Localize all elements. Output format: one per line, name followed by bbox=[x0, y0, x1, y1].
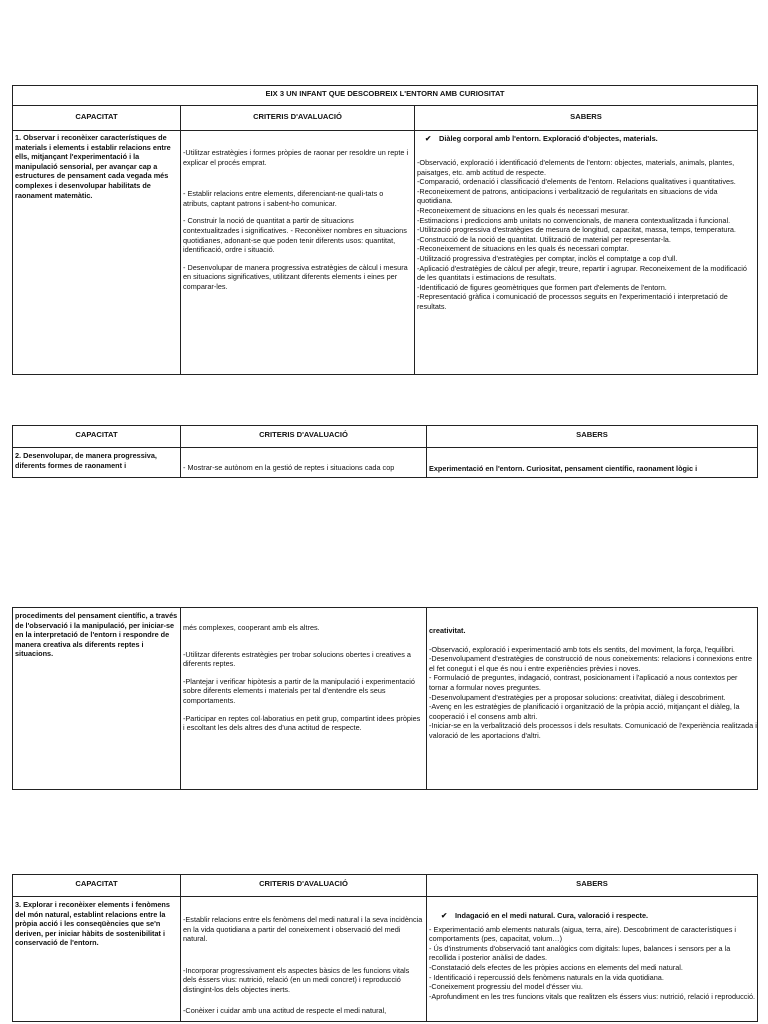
table-4 bbox=[12, 874, 758, 1022]
criteri-item: - Construir la noció de quantitat a partir de situacions contextualitzades i significatives. - Reconèixer nombres en situacions quotidianes, adonant-se que poden tenir diferents usos: quantitat, identificació, ordre i situació. bbox=[183, 216, 407, 255]
saber-item: -Observació, exploració i experimentació amb tots els sentits, del moviment, la força, l'equilibri. bbox=[429, 644, 735, 654]
sabers-list bbox=[429, 911, 757, 1001]
saber-item: -Desenvolupament d'estratègies per a proposar solucions: creativitat, diàleg i descobriment. bbox=[429, 692, 726, 702]
criteri-item: més complexes, cooperant amb els altres. bbox=[183, 623, 320, 632]
criteri-item: -Utilitzar estratègies i formes pròpies de raonar per resoldre un repte i explicar el procés emprat. bbox=[183, 148, 409, 167]
header-capacitat: CAPACITAT bbox=[75, 112, 118, 121]
saber-item: -Reconeixement de situacions en les quals és necessari mesurar. bbox=[417, 205, 630, 215]
saber-item: - Formulació de preguntes, indagació, contrast, posicionament i l'aplicació a nous contextos per tornar a formular noves preguntes. bbox=[429, 673, 738, 692]
criteri-item: - Establir relacions entre elements, diferenciant-ne quali-tats o atributs, captant patrons i sabent-ho comunicar. bbox=[183, 189, 384, 208]
sabers-list bbox=[429, 626, 757, 741]
capacitat-text: 3. Explorar i reconèixer elements i fenòmens del món natural, establint relacions entre la pròpia acció i les conseqüències que se'n deriven, per iniciar hàbits de sostenibilitat i conservació de l'entorn. bbox=[15, 900, 170, 948]
saber-item: -Utilització progressiva d'estratègies de mesura de longitud, capacitat, massa, temps, temperatura. bbox=[417, 225, 736, 235]
saber-item: - Identificació i repercussió dels fenòmens naturals en la vida quotidiana. bbox=[429, 972, 664, 982]
table-1 bbox=[12, 85, 758, 375]
criteri-item: -Conèixer i cuidar amb una actitud de respecte el medi natural, bbox=[183, 1005, 387, 1015]
saber-item: -Aprofundiment en les tres funcions vitals que realitzen els éssers vius: nutrició, relació i reproducció. bbox=[429, 991, 756, 1001]
header-capacitat: CAPACITAT bbox=[75, 879, 118, 888]
saber-item: -Estimacions i prediccions amb unitats no convencionals, de manera contextualitzada i funcional. bbox=[417, 215, 731, 225]
sabers-list bbox=[417, 134, 755, 312]
capacitat-text: procediments del pensament científic, a través de l'observació i la manipulació, per iniciar-se en la interpretació de l'entorn i respondre de manera creativa als diferents reptes i situacions. bbox=[15, 611, 178, 659]
saber-item: -Reconeixement de situacions en les quals és necessari comptar. bbox=[417, 244, 629, 254]
saber-item: -Avenç en les estratègies de planificació i organització de la pròpia acció, mitjançant el diàleg, la cooperació i el consens amb altri. bbox=[429, 702, 740, 721]
saber-item: - Experimentació amb elements naturals (aigua, terra, aire). Descobriment de característiques i comportaments (pes, capacitat, volum…) bbox=[429, 924, 737, 944]
criteris-list bbox=[183, 148, 411, 301]
saber-item: -Representació gràfica i comunicació de processos seguits en l'experimentació i interpretació de resultats. bbox=[417, 292, 728, 311]
criteri-item: -Utilitzar diferents estratègies per trobar solucions obertes i creatives a diferents reptes. bbox=[183, 649, 411, 669]
table-title: EIX 3 UN INFANT QUE DESCOBREIX L'ENTORN AMB CURIOSITAT bbox=[265, 89, 505, 98]
saber-item: -Utilització progressiva d'estratègies per comptar, inclòs el comptatge a cop d'ull. bbox=[417, 253, 678, 263]
checkmark-icon: ✔ bbox=[425, 134, 432, 143]
saber-item: -Coneixement progressiu del model d'ésser viu. bbox=[429, 982, 583, 992]
saber-item: -Desenvolupament d'estratègies de construcció de nous coneixements: relacions i connexions entre el fet conegut i el que és nou i entre experiències prèvies i noves. bbox=[429, 654, 753, 673]
sabers-title: creativitat. bbox=[429, 626, 466, 635]
saber-item: -Identificació de figures geomètriques que formen part d'elements de l'entorn. bbox=[417, 282, 667, 292]
table-3 bbox=[12, 607, 758, 790]
sabers-title: ✔ Diàleg corporal amb l'entorn. Exploració d'objectes, materials. bbox=[425, 134, 658, 143]
header-criteris: CRITERIS D'AVALUACIÓ bbox=[259, 879, 348, 888]
criteris-list bbox=[183, 623, 423, 742]
capacitat-text: 1. Observar i reconèixer característiques de materials i elements i establir relacions entre ells, mitjançant l'experimentació i la manipulació sensorial, per avançar cap a estructures de pensament cada vegada més complexes i desenvolupar habilitats de raonament matemàtic. bbox=[15, 133, 171, 200]
criteri-item: -Establir relacions entre els fenòmens del medi natural i la seva incidència en la vida quotidiana a partir del coneixement i observació del medi natural. bbox=[183, 915, 423, 944]
table-2 bbox=[12, 425, 758, 478]
criteri-item: - Desenvolupar de manera progressiva estratègies de càlcul i mesura en situacions significatives, utilitzant diferents elements i eines per comparar-les. bbox=[183, 262, 408, 291]
saber-item: -Construcció de la noció de quantitat. Utilització de material per representar-la. bbox=[417, 234, 671, 244]
capacitat-text: 2. Desenvolupar, de manera progressiva, diferents formes de raonament i bbox=[15, 451, 157, 470]
saber-item: -Constatació dels efectes de les pròpies accions en elements del medi natural. bbox=[429, 962, 683, 972]
saber-item: -Aplicació d'estratègies de càlcul per afegir, treure, repartir i agrupar. Reconeixement de la modificació de les quantitats i estimacions de resultats. bbox=[417, 263, 747, 283]
criteri-item: -Incorporar progressivament els aspectes bàsics de les funcions vitals dels éssers vius: nutrició, relació (en un medi concret) i reproducció distingint-los dels objectes inerts. bbox=[183, 965, 410, 994]
header-capacitat: CAPACITAT bbox=[75, 430, 118, 439]
header-sabers: SABERS bbox=[576, 879, 608, 888]
header-sabers: SABERS bbox=[576, 430, 608, 439]
saber-item: - Ús d'instruments d'observació tant analògics com digitals: lupes, balances i sensors per a la recollida i posterior anàlisi de dades. bbox=[429, 943, 731, 963]
sabers-title: ✔ Indagació en el medi natural. Cura, valoració i respecte. bbox=[441, 911, 649, 920]
saber-item: -Comparació, ordenació i classificació d'elements de l'entorn. Relacions qualitatives i quantitatives. bbox=[417, 177, 736, 187]
saber-item: -Iniciar-se en la verbalització dels processos i dels resultats. Comunicació de l'experiència realitzada i valoració de les aportacions d'altri. bbox=[429, 721, 757, 740]
saber-item: -Observació, exploració i identificació d'elements de l'entorn: objectes, materials, animals, plantes, paisatges, etc. amb actitud de respecte. bbox=[417, 158, 735, 177]
header-criteris: CRITERIS D'AVALUACIÓ bbox=[253, 112, 342, 121]
saber-item: -Reconeixement de patrons, anticipacions i verbalització de regularitats en situacions de vida quotidiana. bbox=[417, 186, 718, 206]
criteri-item: -Participar en reptes col·laboratius en petit grup, compartint idees pròpies i escoltant les dels altres des d'una actitud de respecte. bbox=[183, 713, 421, 733]
criteri-item: - Mostrar-se autònom en la gestió de reptes i situacions cada cop bbox=[183, 463, 395, 472]
sabers-title: Experimentació en l'entorn. Curiositat, pensament científic, raonament lògic i bbox=[429, 464, 698, 473]
criteri-item: -Plantejar i verificar hipòtesis a partir de la manipulació i experimentació sobre diferents elements i materials per tal d'entendre els seus comportaments. bbox=[183, 676, 415, 705]
header-criteris: CRITERIS D'AVALUACIÓ bbox=[259, 430, 348, 439]
criteris-list bbox=[183, 915, 423, 1024]
checkmark-icon: ✔ bbox=[441, 911, 448, 920]
header-sabers: SABERS bbox=[570, 112, 602, 121]
